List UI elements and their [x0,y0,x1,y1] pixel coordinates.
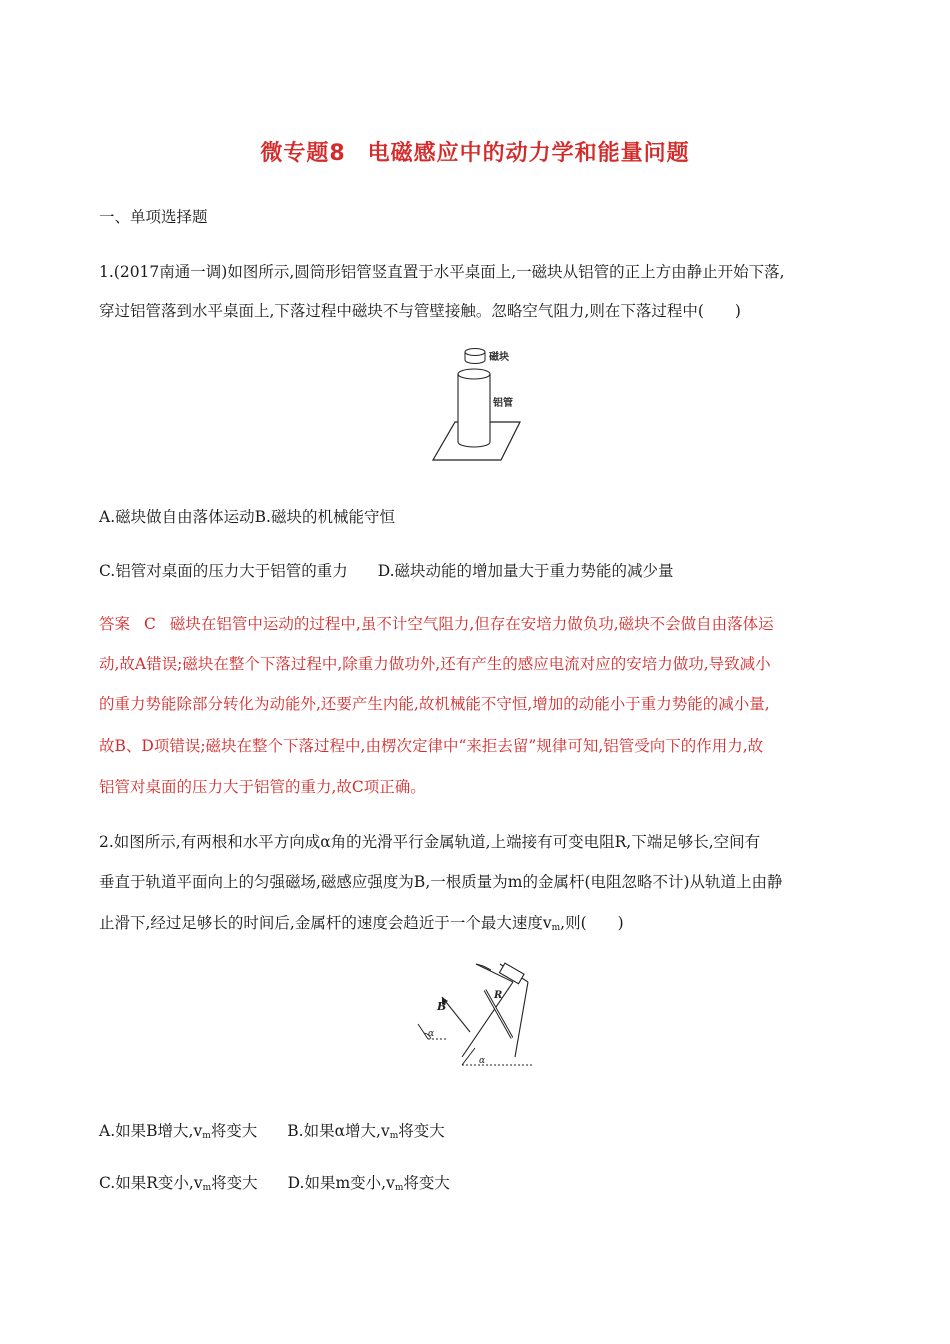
q1-answer-line4: 故B、D项错误;磁块在整个下落过程中,由楞次定律中“来拒去留”规律可知,铝管受向下的作用力,故 [99,737,764,755]
answer-letter: C [144,615,156,633]
q1-figure-magnet-tube [425,342,530,464]
answer-tag: 答案 [99,615,131,633]
title-prefix: 微专题8 [260,141,346,166]
q1-answer-line1 [99,614,774,634]
magnet-label: 磁块 [489,352,509,363]
answer-text-1: 磁块在铝管中运动的过程中,虽不计空气阻力,但存在安培力做负功,磁块不会做自由落体运 [169,615,774,633]
resistor-label: R [494,990,503,1001]
q1-answer-line5: 铝管对桌面的压力大于铝管的重力,故C项正确。 [99,778,426,796]
q1-option-d: D.磁块动能的增加量大于重力势能的减少量 [377,562,674,580]
q1-options-ab [99,507,395,527]
q2-stem-line2: 垂直于轨道平面向上的匀强磁场,磁感应强度为B,一根质量为m的金属杆(电阻忽略不计)从轨道上由静 [99,873,783,891]
rail-upper [515,982,528,1057]
tube-label: 铝管 [493,398,513,409]
q2-stem-line3-text: 止滑下,经过足够长的时间后,金属杆的速度会趋近于一个最大速度v [99,914,552,932]
q1-stem-line2: 穿过铝管落到水平桌面上,下落过程中磁块不与管壁接触。忽略空气阻力,则在下落过程中( ) [99,302,741,320]
q1-option-c: C.铝管对桌面的压力大于铝管的重力 [99,562,348,580]
q1-answer-line2: 动,故A错误;磁块在整个下落过程中,除重力做功外,还有产生的感应电流对应的安培力做功,导致减小 [99,655,771,673]
field-label: B [437,1000,447,1013]
q2-option-c: C.如果R变小$,v_m$将变大 [99,1174,258,1193]
q2-option-a: A.如果B增大$,v_m$将变大 [99,1122,258,1141]
q1-option-b: B.磁块的机械能守恒 [254,508,395,526]
q2-vm-subscript: m [551,923,561,933]
q1-option-a: A.磁块做自由落体运动 [99,508,255,526]
resistor-box [499,963,524,984]
magnet-disc [465,349,485,364]
q1-stem-line1: 1.(2017南通一调)如图所示,圆筒形铝管竖直置于水平桌面上,一磁块从铝管的正上方由静止开始下落, [99,263,785,281]
q1-answer-line3: 的重力势能除部分转化为动能外,还要产生内能,故机械能不守恒,增加的动能小于重力势能的减小量, [99,695,770,713]
q2-stem-line1: 2.如图所示,有两根和水平方向成α角的光滑平行金属轨道,上端接有可变电阻R,下端足够长,空间有 [99,833,761,851]
angle-label-upper: α [428,1029,435,1039]
q2-options-cd [99,1173,450,1198]
q2-figure-inclined-rails [415,960,540,1070]
aluminum-tube [458,369,490,447]
section-heading: 一、单项选择题 [99,208,208,226]
q2-stem-line3-end: ,则( ) [560,914,624,932]
q2-stem-line3 [99,913,624,938]
q2-option-d: D.如果m变小$,v_m$将变大 [287,1174,450,1193]
q2-option-b: B.如果α增大$,v_m$将变大 [287,1122,445,1141]
q2-options-ab [99,1121,445,1146]
q1-options-cd [99,561,674,581]
angle-label-lower: α [479,1056,486,1066]
title-main: 电磁感应中的动力学和能量问题 [367,141,690,166]
page-title [0,136,950,167]
